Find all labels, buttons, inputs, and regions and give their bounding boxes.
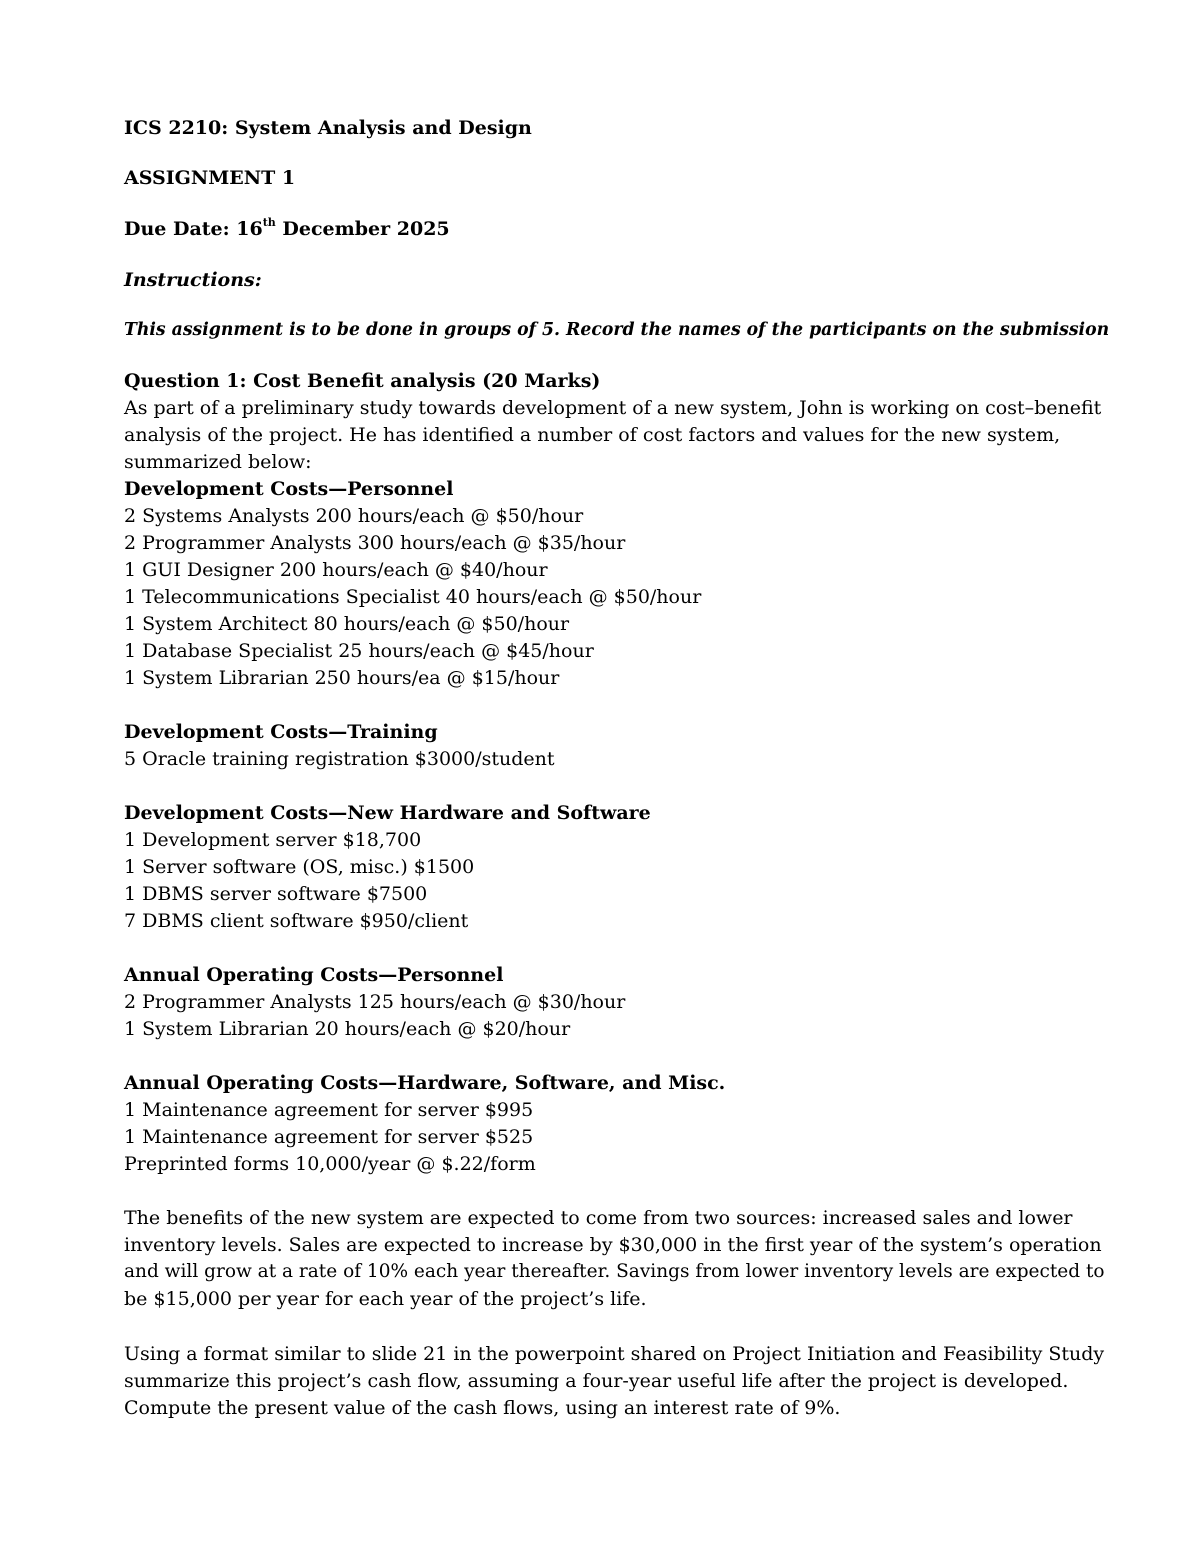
- task-line: Compute the present value of the cash flows, using an interest rate of 9%.: [124, 1397, 841, 1419]
- due-date-prefix: Due Date: 16: [124, 218, 263, 240]
- section-heading: Annual Operating Costs—Personnel: [124, 964, 504, 986]
- benefits-line: inventory levels. Sales are expected to increase by $30,000 in the first year of the system’s operation: [124, 1234, 1102, 1256]
- instructions-text: This assignment is to be done in groups of 5. Record the names of the participants on the submission: [124, 320, 1110, 340]
- instructions-label: Instructions:: [124, 269, 262, 291]
- cost-item: 1 System Librarian 250 hours/ea @ $15/hour: [124, 667, 560, 689]
- due-date: [124, 217, 450, 241]
- due-date-ordinal: th: [262, 215, 276, 229]
- section-heading: Development Costs—Training: [124, 721, 438, 743]
- cost-item: 1 Database Specialist 25 hours/each @ $45/hour: [124, 640, 594, 662]
- section-heading: Development Costs—Personnel: [124, 478, 454, 500]
- cost-item: 2 Programmer Analysts 125 hours/each @ $30/hour: [124, 991, 626, 1013]
- benefits-line: and will grow at a rate of 10% each year thereafter. Savings from lower inventory levels are expected to: [124, 1261, 1105, 1282]
- cost-item: 1 Maintenance agreement for server $525: [124, 1126, 534, 1148]
- cost-item: 1 System Architect 80 hours/each @ $50/hour: [124, 613, 570, 635]
- cost-item: 2 Programmer Analysts 300 hours/each @ $35/hour: [124, 532, 626, 554]
- cost-item: 1 Development server $18,700: [124, 829, 422, 851]
- cost-item: 1 Telecommunications Specialist 40 hours/each @ $50/hour: [124, 586, 702, 608]
- assignment-title: ASSIGNMENT 1: [124, 167, 296, 189]
- due-date-rest: December 2025: [275, 218, 450, 240]
- task-line: summarize this project’s cash flow, assuming a four-year useful life after the project is developed.: [124, 1370, 1069, 1392]
- intro-line: As part of a preliminary study towards development of a new system, John is working on cost–benefit: [124, 397, 1102, 419]
- intro-line: analysis of the project. He has identified a number of cost factors and values for the new system,: [124, 424, 1061, 446]
- intro-line: summarized below:: [124, 451, 312, 473]
- cost-item: 7 DBMS client software $950/client: [124, 910, 469, 932]
- cost-item: 5 Oracle training registration $3000/student: [124, 748, 555, 770]
- cost-item: 2 Systems Analysts 200 hours/each @ $50/hour: [124, 505, 584, 527]
- cost-item: 1 GUI Designer 200 hours/each @ $40/hour: [124, 559, 548, 581]
- cost-item: 1 Maintenance agreement for server $995: [124, 1099, 534, 1121]
- cost-item: Preprinted forms 10,000/year @ $.22/form: [124, 1153, 536, 1175]
- benefits-line: be $15,000 per year for each year of the project’s life.: [124, 1288, 647, 1310]
- task-line: Using a format similar to slide 21 in the powerpoint shared on Project Initiation and Feasibility Study: [124, 1343, 1105, 1365]
- cost-item: 1 DBMS server software $7500: [124, 883, 428, 905]
- cost-item: 1 Server software (OS, misc.) $1500: [124, 856, 475, 878]
- question-title: Question 1: Cost Benefit analysis (20 Marks): [124, 370, 601, 392]
- section-heading: Annual Operating Costs—Hardware, Software, and Misc.: [124, 1072, 726, 1094]
- benefits-line: The benefits of the new system are expected to come from two sources: increased sales and lower: [124, 1207, 1073, 1229]
- course-title: ICS 2210: System Analysis and Design: [124, 117, 532, 139]
- cost-item: 1 System Librarian 20 hours/each @ $20/hour: [124, 1018, 571, 1040]
- section-heading: Development Costs—New Hardware and Software: [124, 802, 651, 824]
